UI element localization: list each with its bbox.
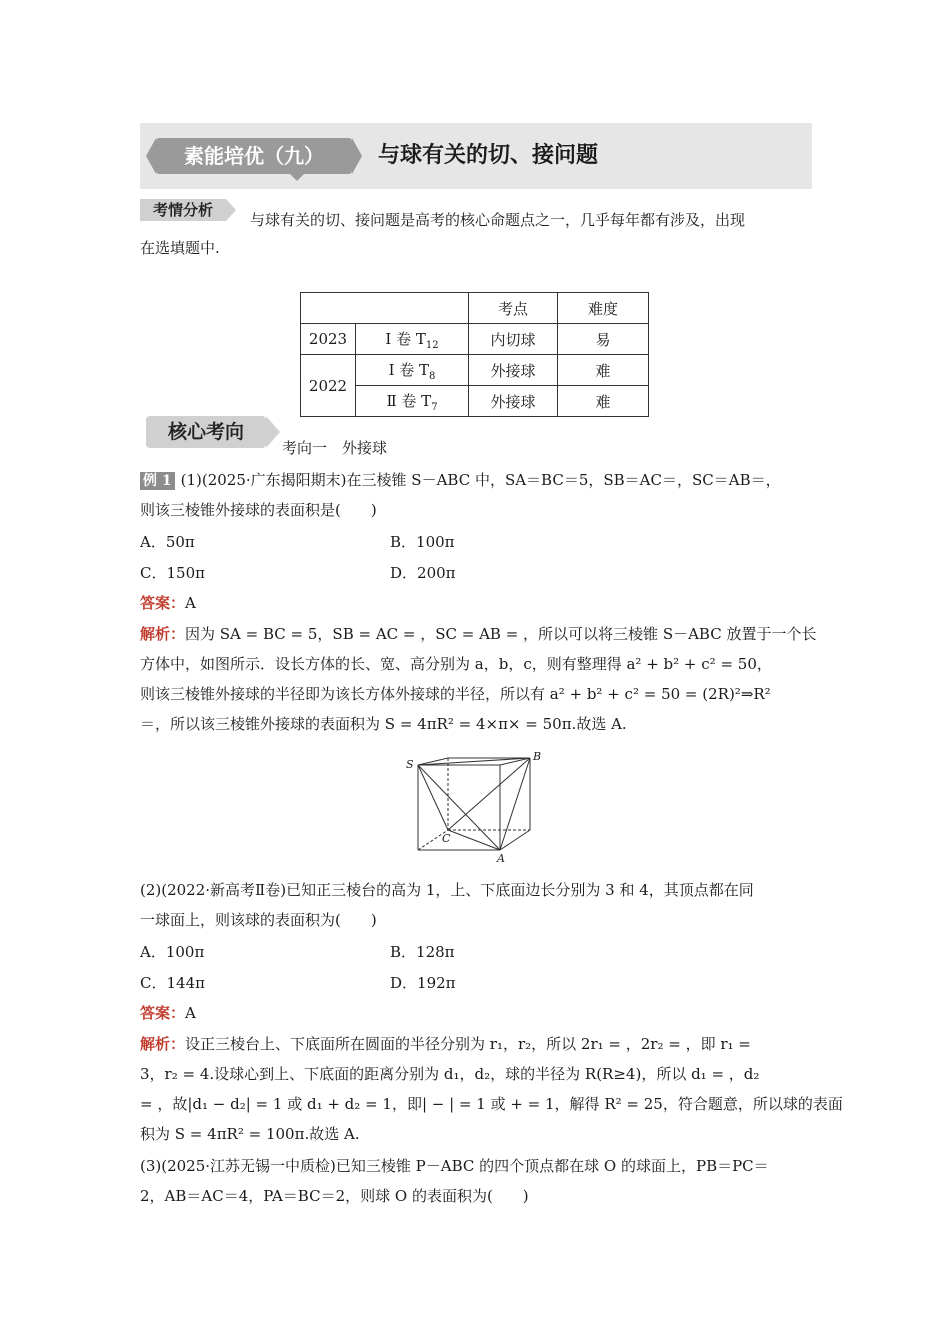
ex1-analysis-line-2: 方体中，如图所示．设长方体的长、宽、高分别为 a，b，c，则有整理得 a² + b² + c² = 50， [140, 655, 772, 673]
ex1-question-line-1: 例 1 (1)(2025·广东揭阳期末)在三棱锥 S－ABC 中，SA＝BC＝5，SB＝AC＝，SC＝AB＝， [140, 470, 812, 490]
ex2-question-line-1: (2)(2022·新高考Ⅱ卷)已知正三棱台的高为 1，上、下底面边长分别为 3 和 4，其顶点都在同 [140, 881, 754, 899]
label-b: B [533, 750, 542, 763]
table-cell-paper: Ⅰ 卷 $T_8$ [356, 355, 469, 386]
example-tag: 例 1 [140, 472, 175, 490]
label-a: A [497, 852, 505, 865]
table-row [301, 355, 649, 386]
core-label: 核心考向 [146, 416, 266, 448]
page-title: 与球有关的切、接问题 [378, 143, 599, 168]
ex2-option-c: C．144π [140, 974, 205, 992]
ex2-option-a: A．100π [140, 943, 205, 961]
ex1-answer: 答案：A [140, 594, 196, 612]
ex2-question-line-2: 一球面上，则该球的表面积为( ) [140, 911, 377, 929]
ex3-question-line-1: (3)(2025·江苏无锡一中质检)已知三棱锥 P－ABC 的四个顶点都在球 O 的球面上，PB＝PC＝ [140, 1157, 769, 1175]
ex2-option-b: B．128π [390, 943, 455, 961]
table-header-row [301, 293, 649, 324]
table-cell-topic: 外接球 [469, 386, 558, 417]
ex1-analysis-line-3: 则该三棱锥外接球的半径即为该长方体外接球的半径，所以有 a² + b² + c² = 50 = (2R)²⇒R² [140, 685, 771, 703]
table-cell-paper: Ⅰ 卷 $T_{12}$ [356, 324, 469, 355]
cuboid-figure [400, 750, 550, 865]
ex2-analysis-line-4: 积为 S = 4πR² = 100π.故选 A. [140, 1125, 360, 1143]
table-cell-paper: Ⅱ 卷 $T_7$ [356, 386, 469, 417]
ex1-question-line-2: 则该三棱锥外接球的表面积是( ) [140, 501, 377, 519]
title-tag-notch [290, 174, 304, 181]
label-s: S [406, 758, 414, 771]
exam-table [300, 292, 649, 417]
core-topic: 考向一 外接球 [282, 439, 388, 457]
table-cell-difficulty: 难 [558, 386, 649, 417]
table-cell-year: 2023 [301, 324, 356, 355]
figure-edge-sc [418, 765, 448, 830]
table-header-cell: 难度 [558, 293, 649, 324]
table-header-cell [301, 293, 469, 324]
ex1-option-c: C．150π [140, 564, 205, 582]
ex1-option-d: D．200π [390, 564, 456, 582]
ex2-analysis-line-2: 3，r₂ = 4.设球心到上、下底面的距离分别为 d₁，d₂，球的半径为 R(R≥4)，所以 d₁ = ，d₂ [140, 1065, 760, 1083]
ex1-option-a: A．50π [140, 533, 195, 551]
ex2-answer: 答案：A [140, 1004, 196, 1022]
figure-edge-sa [418, 765, 500, 850]
table-cell-difficulty: 易 [558, 324, 649, 355]
label-c: C [442, 832, 451, 845]
ex1-option-b: B．100π [390, 533, 455, 551]
ex2-option-d: D．192π [390, 974, 456, 992]
figure-edge-cb [448, 758, 530, 830]
figure-edge-ca [448, 830, 500, 850]
table-row [301, 324, 649, 355]
kaoqing-line-2: 在选填题中. [140, 239, 220, 257]
table-cell-year: 2022 [301, 355, 356, 417]
ex1-analysis-line-1: 解析：因为 SA = BC = 5，SB = AC = ，SC = AB = ，所以可以将三棱锥 S－ABC 放置于一个长 [140, 625, 817, 643]
table-cell-difficulty: 难 [558, 355, 649, 386]
ex2-analysis-line-3: = ，故|d₁ − d₂| = 1 或 d₁ + d₂ = 1，即| − | = 1 或 + = 1，解得 R² = 25，符合题意，所以球的表面 [140, 1095, 843, 1113]
kaoqing-line-1: 与球有关的切、接问题是高考的核心命题点之一，几乎每年都有涉及，出现 [250, 211, 746, 229]
table-cell-topic: 内切球 [469, 324, 558, 355]
title-tag: 素能培优（九） [156, 138, 352, 174]
ex1-analysis-line-4: ＝，所以该三棱锥外接球的表面积为 S = 4πR² = 4×π× = 50π.故选 A. [140, 715, 627, 733]
kaoqing-label: 考情分析 [140, 199, 226, 221]
figure-edge [500, 830, 530, 850]
table-cell-topic: 外接球 [469, 355, 558, 386]
table-header-cell: 考点 [469, 293, 558, 324]
ex2-analysis-line-1: 解析：设正三棱台上、下底面所在圆面的半径分别为 r₁，r₂，所以 2r₁ = ，2r₂ = ，即 r₁ = [140, 1035, 751, 1053]
ex3-question-line-2: 2，AB＝AC＝4，PA＝BC＝2，则球 O 的表面积为( ) [140, 1187, 529, 1205]
